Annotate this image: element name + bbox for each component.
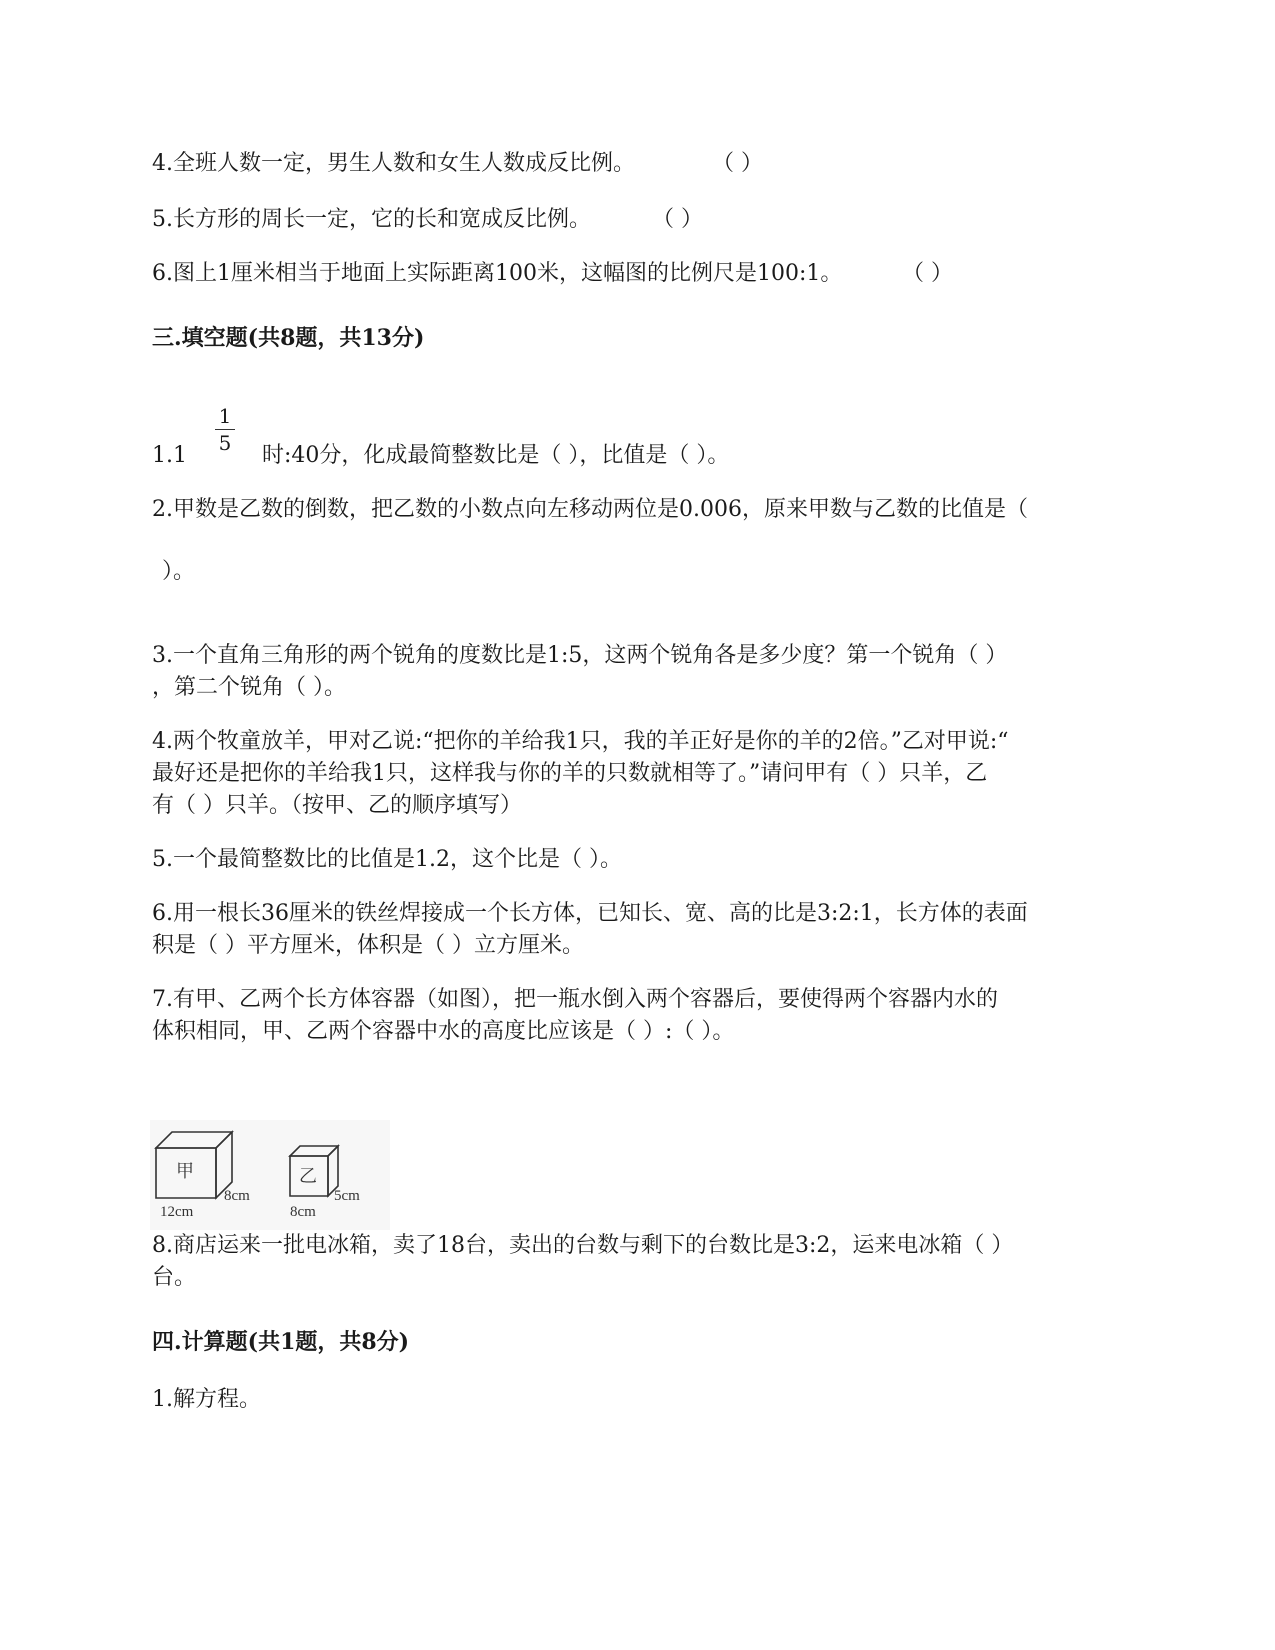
fill-q6-line2: 积是（ ）平方厘米，体积是（ ）立方厘米。 bbox=[152, 933, 584, 958]
fill-q1-suffix: 时:40分，化成最简整数比是（ ），比值是（ ）。 bbox=[262, 443, 730, 468]
fill-q8-line2: 台。 bbox=[152, 1265, 197, 1290]
judgement-q4-text: 4.全班人数一定，男生人数和女生人数成反比例。 bbox=[152, 151, 635, 176]
fill-q1 bbox=[152, 440, 730, 472]
judgement-q6-paren: （ ） bbox=[902, 261, 953, 286]
judgement-q6-text: 6.图上1厘米相当于地面上实际距离100米，这幅图的比例尺是100:1。 bbox=[152, 261, 843, 286]
fill-q2-line1: 2.甲数是乙数的倒数，把乙数的小数点向左移动两位是0.006，原来甲数与乙数的比值是（ bbox=[152, 497, 1028, 522]
fraction-bar bbox=[215, 429, 235, 430]
fill-q4-line2: 最好还是把你的羊给我1只，这样我与你的羊的只数就相等了。”请问甲有（ ）只羊，乙 bbox=[152, 761, 988, 786]
fill-q3-line2: ，第二个锐角（ ）。 bbox=[152, 675, 346, 700]
box-b-width: 8cm bbox=[290, 1204, 316, 1220]
judgement-q4-paren: （ ） bbox=[712, 151, 763, 176]
fill-q5-line1: 5.一个最简整数比的比值是1.2，这个比是（ ）。 bbox=[152, 847, 622, 872]
calc-q1: 1.解方程。 bbox=[152, 1387, 261, 1412]
box-a-height: 8cm bbox=[224, 1188, 250, 1204]
fill-q4-line1: 4.两个牧童放羊，甲对乙说:“把你的羊给我1只，我的羊正好是你的羊的2倍。”乙对甲说:“ bbox=[152, 729, 1009, 754]
section4-heading: 四.计算题(共1题，共8分) bbox=[152, 1329, 410, 1355]
judgement-q4 bbox=[152, 148, 763, 180]
containers-figure bbox=[150, 1120, 390, 1234]
q1-fraction bbox=[213, 404, 237, 455]
judgement-q5 bbox=[152, 204, 703, 236]
containers-figure-svg bbox=[150, 1120, 390, 1230]
fill-q2-line2: ）。 bbox=[162, 559, 196, 584]
box-a-width: 12cm bbox=[160, 1204, 194, 1220]
fill-q4-line3: 有（ ）只羊。（按甲、乙的顺序填写） bbox=[152, 793, 522, 818]
fill-q3-line1: 3.一个直角三角形的两个锐角的度数比是1:5，这两个锐角各是多少度？第一个锐角（ ） bbox=[152, 643, 1008, 668]
q1-fraction-numerator: 1 bbox=[218, 404, 232, 428]
judgement-q5-paren: （ ） bbox=[652, 207, 703, 232]
judgement-q6 bbox=[152, 258, 953, 290]
fill-q6-line1: 6.用一根长36厘米的铁丝焊接成一个长方体，已知长、宽、高的比是3:2:1，长方体的表面 bbox=[152, 901, 1028, 926]
judgement-q5-text: 5.长方形的周长一定，它的长和宽成反比例。 bbox=[152, 207, 591, 232]
q1-fraction-denominator: 5 bbox=[218, 431, 232, 455]
fill-q1-prefix: 1.1 bbox=[152, 443, 187, 468]
box-a-label: 甲 bbox=[176, 1161, 194, 1182]
fill-q7-line2: 体积相同，甲、乙两个容器中水的高度比应该是（ ）:（ ）。 bbox=[152, 1019, 735, 1044]
box-b-label: 乙 bbox=[299, 1166, 317, 1187]
fill-q7-line1: 7.有甲、乙两个长方体容器（如图），把一瓶水倒入两个容器后，要使得两个容器内水的 bbox=[152, 987, 998, 1012]
fill-q8-line1: 8.商店运来一批电冰箱，卖了18台，卖出的台数与剩下的台数比是3:2，运来电冰箱（ ） bbox=[152, 1233, 1014, 1258]
section3-heading: 三.填空题(共8题，共13分) bbox=[152, 325, 425, 351]
box-b-height: 5cm bbox=[334, 1188, 360, 1204]
